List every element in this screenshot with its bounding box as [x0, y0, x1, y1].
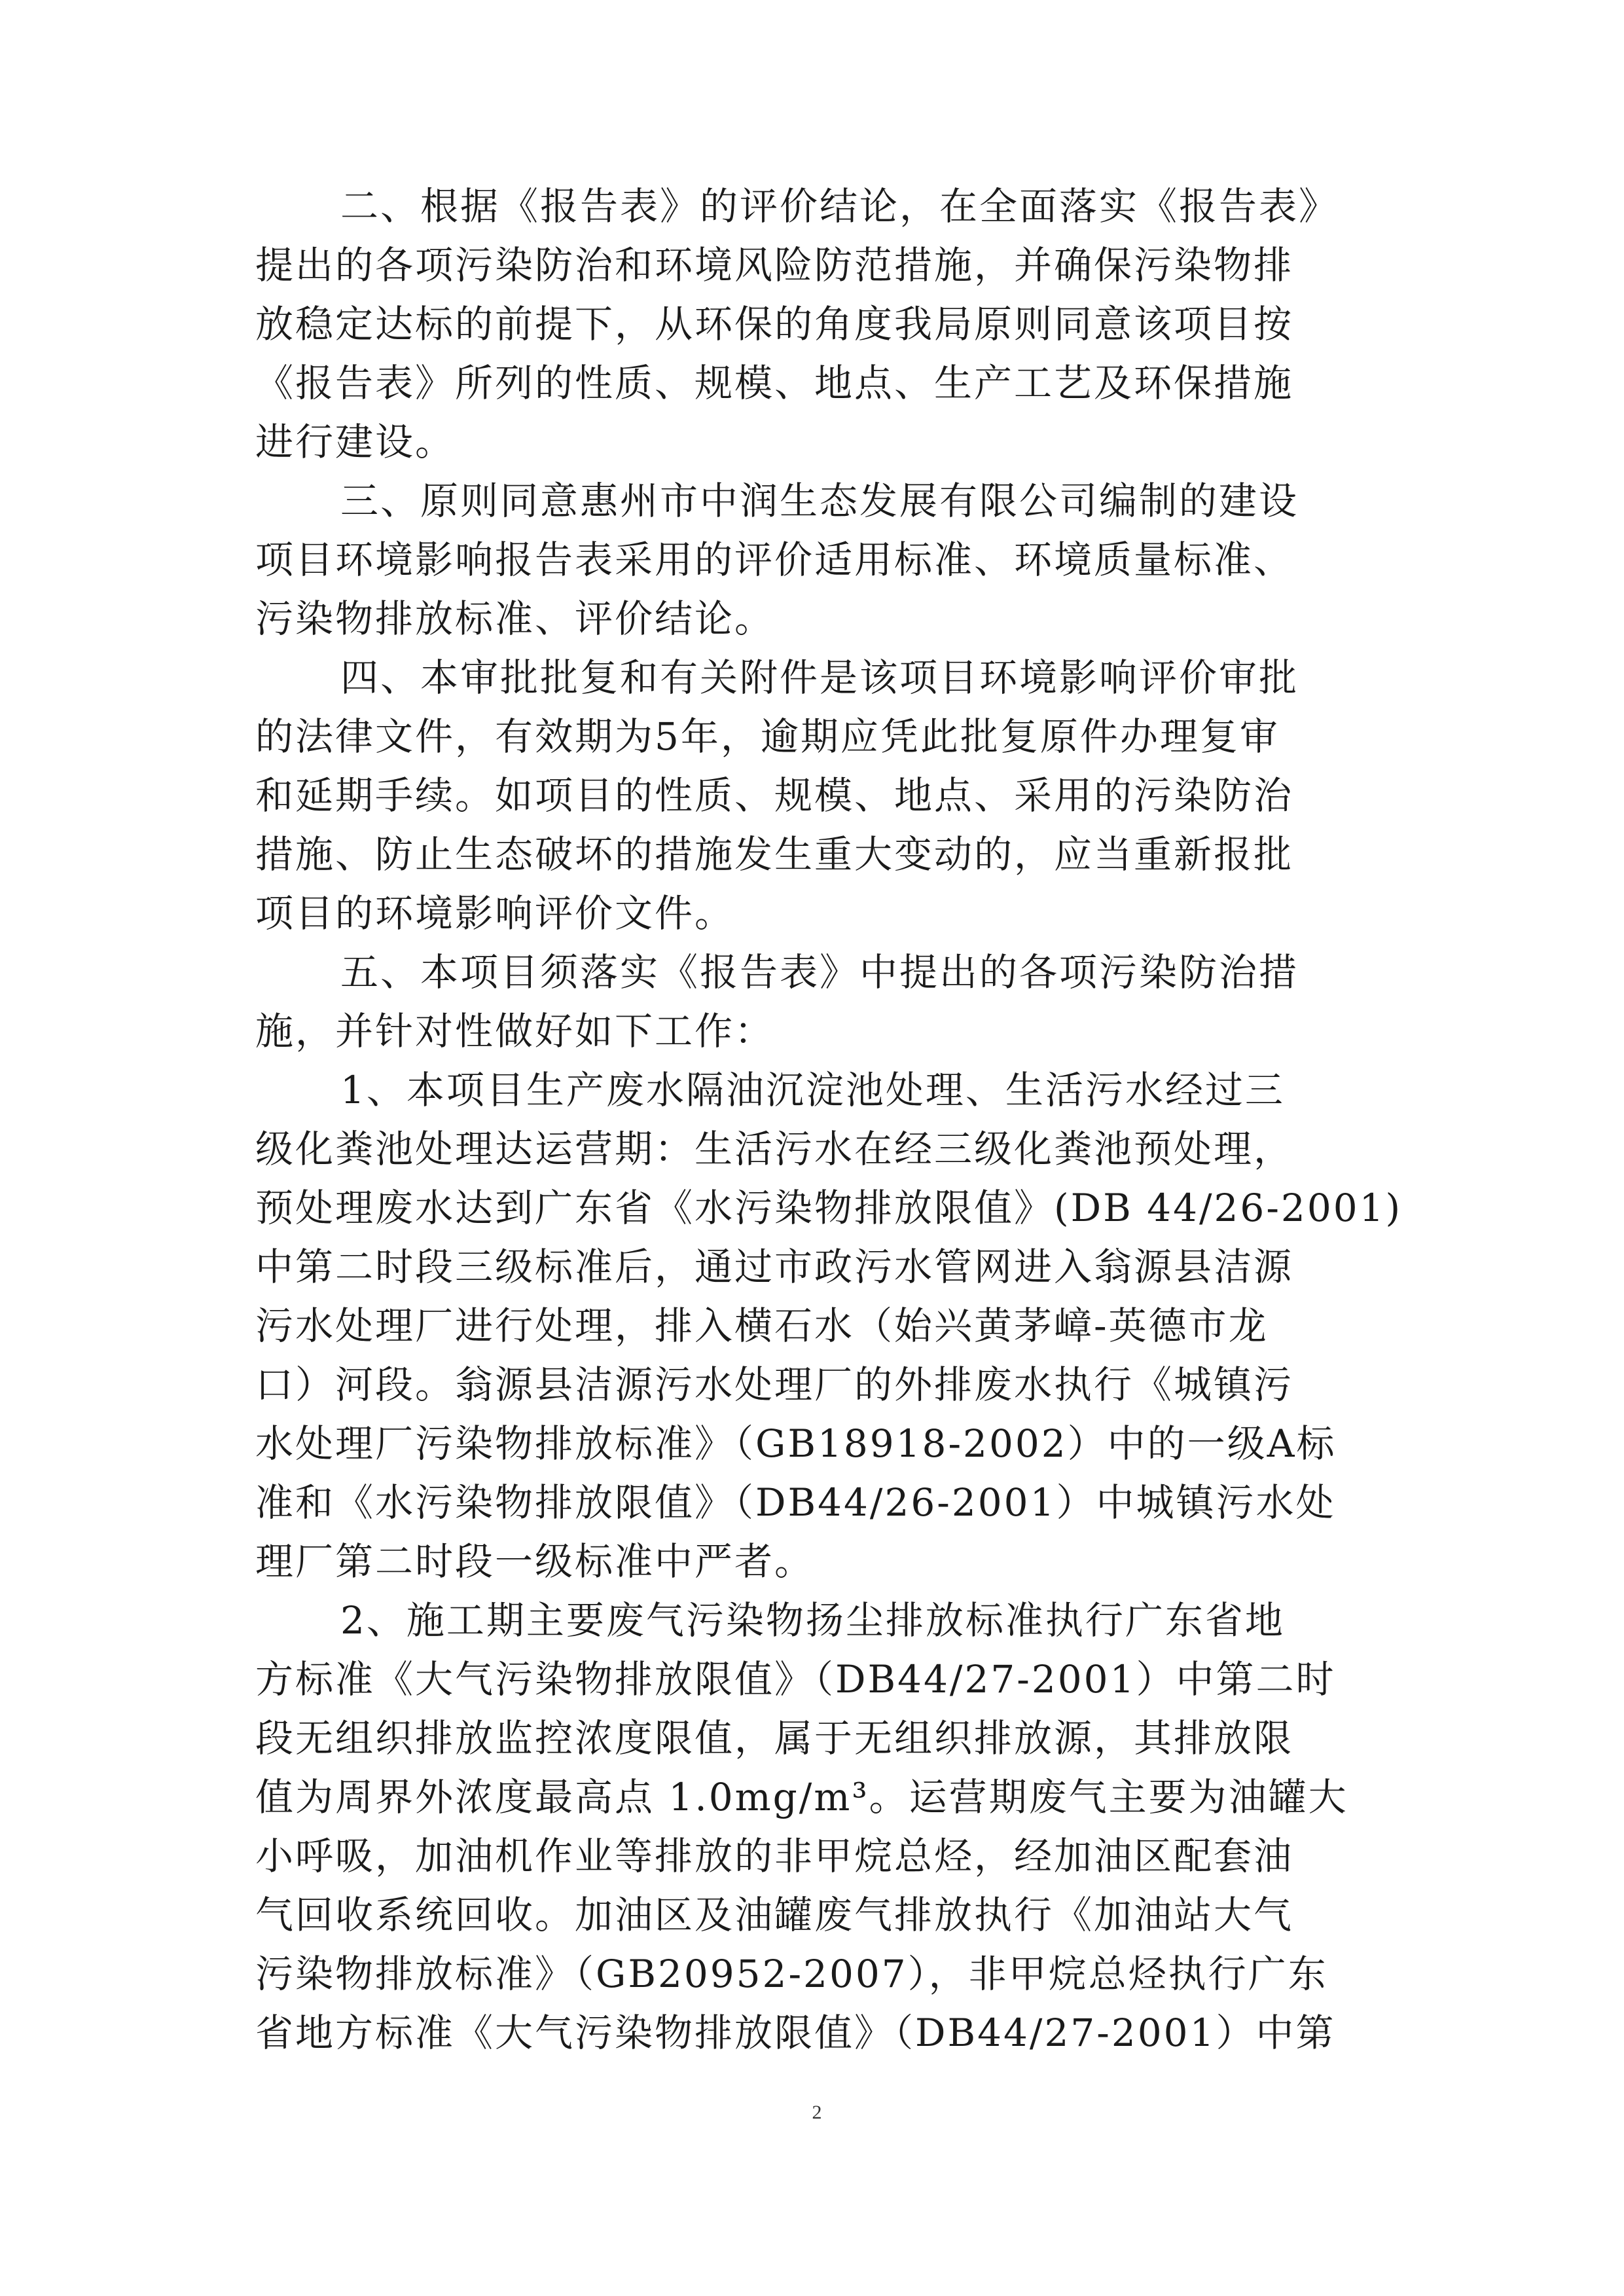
- paragraph-line: 污水处理厂进行处理，排入横石水（始兴黄茅嶂-英德市龙: [255, 1303, 1269, 1348]
- paragraph-line: 进行建设。: [255, 420, 456, 464]
- paragraph-line: 方标准《大气污染物排放限值》（DB44/27-2001）中第二时: [255, 1657, 1336, 1702]
- paragraph-line: 级化粪池处理达运营期：生活污水在经三级化粪池预处理，: [255, 1127, 1294, 1171]
- paragraph-line: 预处理废水达到广东省《水污染物排放限值》(DB 44/26-2001): [255, 1186, 1403, 1230]
- paragraph-line: 2、施工期主要废气污染物扬尘排放标准执行广东省地: [340, 1598, 1285, 1643]
- paragraph-line: 气回收系统回收。加油区及油罐废气排放执行《加油站大气: [255, 1893, 1294, 1937]
- paragraph-line: 理厂第二时段一级标准中严者。: [255, 1539, 815, 1584]
- paragraph-line: 项目的环境影响评价文件。: [255, 891, 735, 936]
- paragraph-line: 项目环境影响报告表采用的评价适用标准、环境质量标准、: [255, 538, 1294, 582]
- paragraph-line: 四、本审批批复和有关附件是该项目环境影响评价审批: [340, 655, 1299, 700]
- paragraph-line: 小呼吸，加油机作业等排放的非甲烷总烃，经加油区配套油: [255, 1834, 1294, 1878]
- page-number: 2: [812, 2102, 822, 2123]
- paragraph-line: 口）河段。翁源县洁源污水处理厂的外排废水执行《城镇污: [255, 1362, 1294, 1407]
- paragraph-line: 二、根据《报告表》的评价结论，在全面落实《报告表》: [340, 184, 1339, 228]
- paragraph-line: 准和《水污染物排放限值》（DB44/26-2001）中城镇污水处: [255, 1480, 1336, 1525]
- paragraph-line: 污染物排放标准》（GB20952-2007），非甲烷总烃执行广东: [255, 1952, 1328, 1996]
- paragraph-line: 值为周界外浓度最高点 1.0mg/m³。运营期废气主要为油罐大: [255, 1775, 1348, 1819]
- paragraph-line: 放稳定达标的前提下，从环保的角度我局原则同意该项目按: [255, 302, 1294, 346]
- paragraph-line: 省地方标准《大气污染物排放限值》（DB44/27-2001）中第: [255, 2011, 1336, 2055]
- paragraph-line: 污染物排放标准、评价结论。: [255, 596, 775, 641]
- paragraph-line: 《报告表》所列的性质、规模、地点、生产工艺及环保措施: [255, 361, 1294, 405]
- document-body: [255, 177, 1403, 2062]
- paragraph-line: 中第二时段三级标准后，通过市政污水管网进入翁源县洁源: [255, 1245, 1294, 1289]
- paragraph-line: 提出的各项污染防治和环境风险防范措施，并确保污染物排: [255, 243, 1294, 287]
- paragraph-line: 1、本项目生产废水隔油沉淀池处理、生活污水经过三: [340, 1068, 1285, 1112]
- paragraph-line: 水处理厂污染物排放标准》（GB18918-2002）中的一级A标: [255, 1421, 1337, 1466]
- paragraph-line: 三、原则同意惠州市中润生态发展有限公司编制的建设: [340, 479, 1299, 523]
- paragraph-line: 措施、防止生态破坏的措施发生重大变动的，应当重新报批: [255, 832, 1294, 877]
- paragraph-line: 和延期手续。如项目的性质、规模、地点、采用的污染防治: [255, 773, 1294, 818]
- paragraph-line: 段无组织排放监控浓度限值，属于无组织排放源，其排放限: [255, 1716, 1294, 1760]
- paragraph-line: 施，并针对性做好如下工作：: [255, 1009, 775, 1053]
- paragraph-line: 的法律文件，有效期为5年，逾期应凭此批复原件办理复审: [255, 714, 1280, 759]
- paragraph-line: 五、本项目须落实《报告表》中提出的各项污染防治措: [340, 950, 1299, 994]
